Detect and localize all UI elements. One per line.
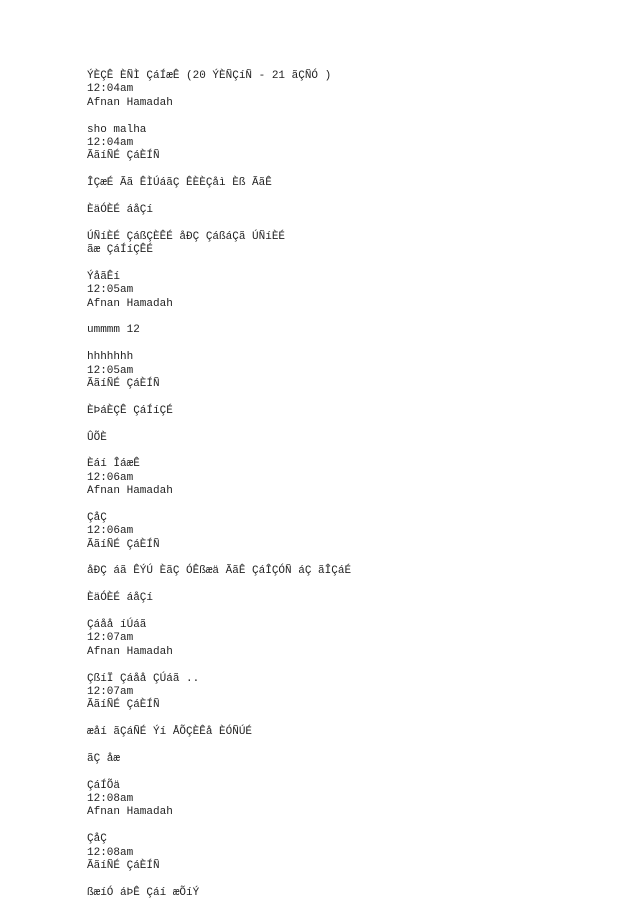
- blank-line: [87, 713, 607, 726]
- blank-line: [87, 873, 607, 886]
- blank-line: [87, 499, 607, 512]
- blank-line: [87, 217, 607, 230]
- blank-line: [87, 820, 607, 833]
- message-text: Çáåå íÚáã: [87, 619, 147, 632]
- author-name: Afnan Hamadah: [87, 96, 173, 109]
- timestamp: 12:08am: [87, 846, 134, 859]
- message-text: ßæíÓ áÞÊ Çáí æÕíÝ: [87, 886, 200, 899]
- timestamp: 12:06am: [87, 525, 134, 538]
- blank-line: [87, 338, 607, 351]
- message-text: ÇßíÏ Çáåå ÇÚáã ..: [87, 672, 200, 685]
- author-name: Afnan Hamadah: [87, 485, 173, 498]
- author-name: Afnan Hamadah: [87, 645, 173, 658]
- message-text: ummmm 12: [87, 324, 140, 337]
- timestamp: 12:07am: [87, 685, 134, 698]
- message-text: åÐÇ áã ÊÝÚ ÈãÇ ÓÊßæä ÃãÊ ÇáÎÇÓÑ áÇ ãÎÇáÉ: [87, 565, 352, 578]
- author-name: ÃãíÑÉ ÇáÈÍÑ: [87, 538, 160, 551]
- blank-line: [87, 766, 607, 779]
- blank-line: [87, 659, 607, 672]
- blank-line: [87, 257, 607, 270]
- blank-line: [87, 311, 607, 324]
- blank-line: [87, 418, 607, 431]
- message-text: sho malha: [87, 123, 147, 136]
- timestamp: 12:05am: [87, 364, 134, 377]
- timestamp: 12:04am: [87, 83, 134, 96]
- message-text: ÇåÇ: [87, 511, 107, 524]
- author-name: ÃãíÑÉ ÇáÈÍÑ: [87, 860, 160, 873]
- message-text: ÇåÇ: [87, 833, 107, 846]
- author-name: Afnan Hamadah: [87, 297, 173, 310]
- timestamp: 12:07am: [87, 632, 134, 645]
- blank-line: [87, 445, 607, 458]
- message-text: ÈÞáÈÇÊ ÇáÍíÇÉ: [87, 404, 173, 417]
- message-text: ãÇ åæ: [87, 752, 121, 765]
- author-name: ÃãíÑÉ ÇáÈÍÑ: [87, 150, 160, 163]
- blank-line: [87, 110, 607, 123]
- blank-line: [87, 164, 607, 177]
- message-text: hhhhhhh: [87, 351, 134, 364]
- blank-line: [87, 552, 607, 565]
- message-text: ÎÇæÉ Ãã ÊÌÚáãÇ ÊÈÈÇåì Èß ÃãÊ: [87, 177, 272, 190]
- document-page: [87, 70, 607, 900]
- blank-line: [87, 579, 607, 592]
- message-text: ÚÑíÈÉ ÇáßÇÈÊÉ åÐÇ ÇáßáÇã ÚÑíÈÉ: [87, 230, 286, 243]
- blank-line: [87, 191, 607, 204]
- author-name: Afnan Hamadah: [87, 806, 173, 819]
- message-text: æåí ãÇáÑÉ Ýí ÅÕÇÈÊå ÈÓÑÚÉ: [87, 726, 253, 739]
- timestamp: 12:05am: [87, 284, 134, 297]
- message-text: ãæ ÇáÍíÇÊÉ: [87, 244, 154, 257]
- message-text: Èáí ÎáæÊ: [87, 458, 140, 471]
- timestamp: 12:04am: [87, 136, 134, 149]
- message-text: ÈäÓÈÉ áåÇí: [87, 203, 154, 216]
- blank-line: [87, 740, 607, 753]
- timestamp: 12:08am: [87, 793, 134, 806]
- blank-line: [87, 606, 607, 619]
- message-text: ÈäÓÈÉ áåÇí: [87, 592, 154, 605]
- chat-title-line: ÝÈÇÊ ÈÑÌ ÇáÍæÊ (20 ÝÈÑÇíÑ - 21 ãÇÑÓ ): [87, 70, 332, 82]
- message-text: ÝåãÊí: [87, 270, 121, 283]
- message-text: ÇáÍÕä: [87, 779, 121, 792]
- author-name: ÃãíÑÉ ÇáÈÍÑ: [87, 377, 160, 390]
- blank-line: [87, 391, 607, 404]
- timestamp: 12:06am: [87, 471, 134, 484]
- message-text: ÛÕÈ: [87, 431, 107, 444]
- author-name: ÃãíÑÉ ÇáÈÍÑ: [87, 699, 160, 712]
